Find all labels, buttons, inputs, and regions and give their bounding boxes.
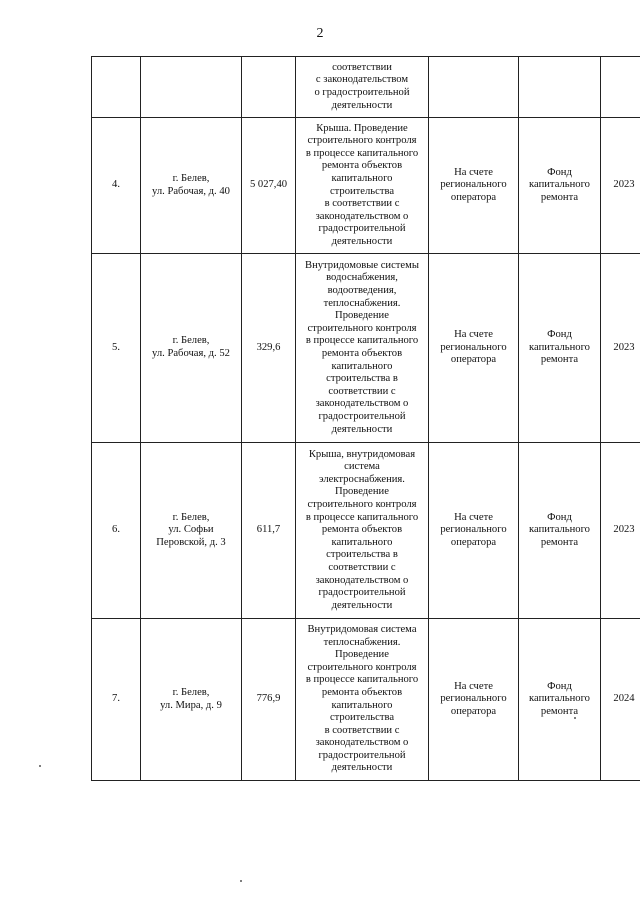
cell-address: г. Белев, ул. Софьи Перовской, д. 3 — [141, 443, 242, 619]
cell-work-description: Крыша. Проведение строительного контроля в процессе капитального ремонта объектов капитального строительства в соответствии с законодательством о градостроительной деятельности — [296, 118, 429, 254]
cell-number: 4. — [92, 118, 141, 254]
cell-area — [242, 57, 296, 118]
cell-fund-source: Фонд капитального ремонта — [519, 443, 601, 619]
cell-address: г. Белев, ул. Рабочая, д. 52 — [141, 254, 242, 443]
cell-address — [141, 57, 242, 118]
cell-fund-source: Фонд капитального ремонта — [519, 118, 601, 254]
cell-number — [92, 57, 141, 118]
table-row — [92, 254, 640, 443]
page-number: 2 — [316, 26, 324, 41]
cell-area: 776,9 — [242, 619, 296, 781]
cell-fund-source: Фонд капитального ремонта — [519, 254, 601, 443]
cell-fund-source — [519, 57, 601, 118]
cell-account: На счете регионального оператора — [429, 443, 519, 619]
cell-account: На счете регионального оператора — [429, 619, 519, 781]
scan-speck — [574, 717, 576, 719]
cell-area: 611,7 — [242, 443, 296, 619]
cell-year: 2023 — [601, 118, 640, 254]
cell-address: г. Белев, ул. Рабочая, д. 40 — [141, 118, 242, 254]
cell-year: 2024 — [601, 619, 640, 781]
cell-area: 329,6 — [242, 254, 296, 443]
cell-account: На счете регионального оператора — [429, 254, 519, 443]
cell-year — [601, 57, 640, 118]
cell-address: г. Белев, ул. Мира, д. 9 — [141, 619, 242, 781]
cell-number: 6. — [92, 443, 141, 619]
cell-number: 5. — [92, 254, 141, 443]
scan-speck — [39, 765, 41, 767]
cell-account: На счете регионального оператора — [429, 118, 519, 254]
cell-number: 7. — [92, 619, 141, 781]
table-row-continuation — [92, 57, 640, 118]
cell-area: 5 027,40 — [242, 118, 296, 254]
cell-year: 2023 — [601, 443, 640, 619]
table-row — [92, 443, 640, 619]
repair-registry-table — [91, 56, 640, 781]
cell-work-description: Внутридомовые системы водоснабжения, водоотведения, теплоснабжения. Проведение строительного контроля в процессе капитального ремонта объектов капитального строительства в соответствии с законодательством о градостроительной деятельности — [296, 254, 429, 443]
cell-work-description: соответствии с законодательством о градостроительной деятельности — [296, 57, 429, 118]
cell-fund-source: Фонд капитального ремонта — [519, 619, 601, 781]
cell-account — [429, 57, 519, 118]
table-row — [92, 118, 640, 254]
cell-year: 2023 — [601, 254, 640, 443]
scan-speck — [240, 880, 242, 882]
cell-work-description: Внутридомовая система теплоснабжения. Проведение строительного контроля в процессе капитального ремонта объектов капитального строительства в соответствии с законодательством о градостроительной деятельности — [296, 619, 429, 781]
cell-work-description: Крыша, внутридомовая система электроснабжения. Проведение строительного контроля в процессе капитального ремонта объектов капитального строительства в соответствии с законодательством о градостроительной деятельности — [296, 443, 429, 619]
table-row — [92, 619, 640, 781]
